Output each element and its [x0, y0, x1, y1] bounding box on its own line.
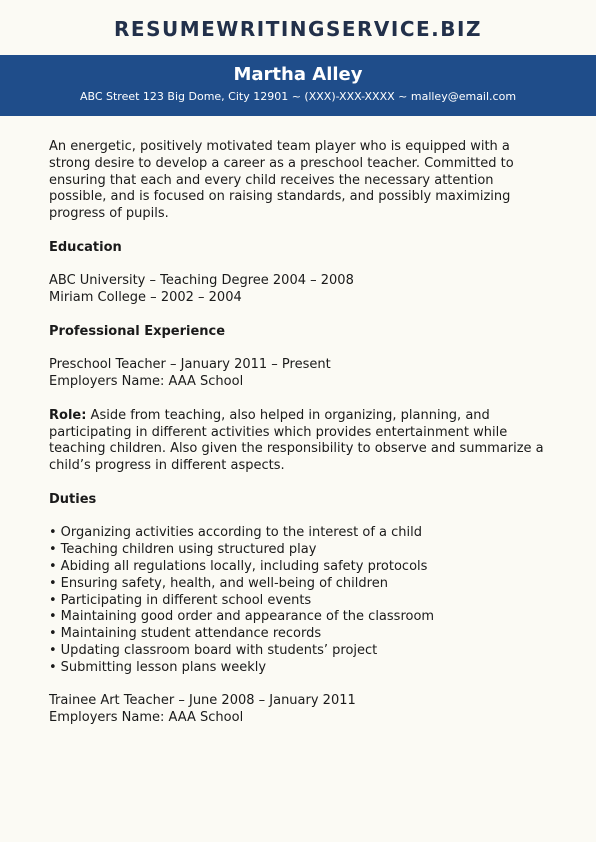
candidate-name: Martha Alley — [233, 64, 363, 85]
education-item: ABC University – Teaching Degree 2004 – 2008 — [49, 273, 354, 289]
duty-item: • Maintaining student attendance records — [49, 626, 554, 643]
job-title: Preschool Teacher – January 2011 – Present — [49, 357, 331, 373]
job-employer: Employers Name: AAA School — [49, 710, 244, 726]
contact-info: ABC Street 123 Big Dome, City 12901 ~ (XXX)-XXX-XXXX ~ malley@email.com — [79, 90, 517, 103]
role-label: Role: — [49, 407, 87, 423]
education-item: Miriam College – 2002 – 2004 — [49, 290, 242, 306]
resume-body — [49, 139, 554, 727]
job-title: Trainee Art Teacher – June 2008 – January 2011 — [49, 693, 356, 709]
duties-heading: Duties — [49, 491, 97, 507]
duty-item: • Teaching children using structured play — [49, 542, 554, 559]
duty-item: • Maintaining good order and appearance of the classroom — [49, 609, 554, 626]
site-banner: RESUMEWRITINGSERVICE.BIZ — [114, 16, 482, 41]
duty-item: • Participating in different school events — [49, 593, 554, 610]
education-heading: Education — [49, 239, 122, 255]
role-text: Aside from teaching, also helped in organizing, planning, and participating in different activities which provides entertainment while teaching children. Also given the responsibility to observe and summarize a child’s progress in different aspects. — [49, 407, 544, 474]
duties-list — [49, 525, 554, 676]
duty-item: • Submitting lesson plans weekly — [49, 660, 554, 677]
resume-header — [0, 55, 596, 116]
duty-item: • Organizing activities according to the interest of a child — [49, 525, 554, 542]
duty-item: • Abiding all regulations locally, including safety protocols — [49, 559, 554, 576]
summary-paragraph: An energetic, positively motivated team player who is equipped with a strong desire to develop a career as a preschool teacher. Committed to ensuring that each and every child receives the necessary attention possible, and is focused on raising standards, and possibly maximizing progress of pupils. — [49, 139, 514, 222]
job-employer: Employers Name: AAA School — [49, 374, 244, 390]
role-paragraph — [49, 408, 554, 475]
experience-heading: Professional Experience — [49, 323, 226, 339]
duty-item: • Updating classroom board with students’ project — [49, 643, 554, 660]
duty-item: • Ensuring safety, health, and well-being of children — [49, 576, 554, 593]
